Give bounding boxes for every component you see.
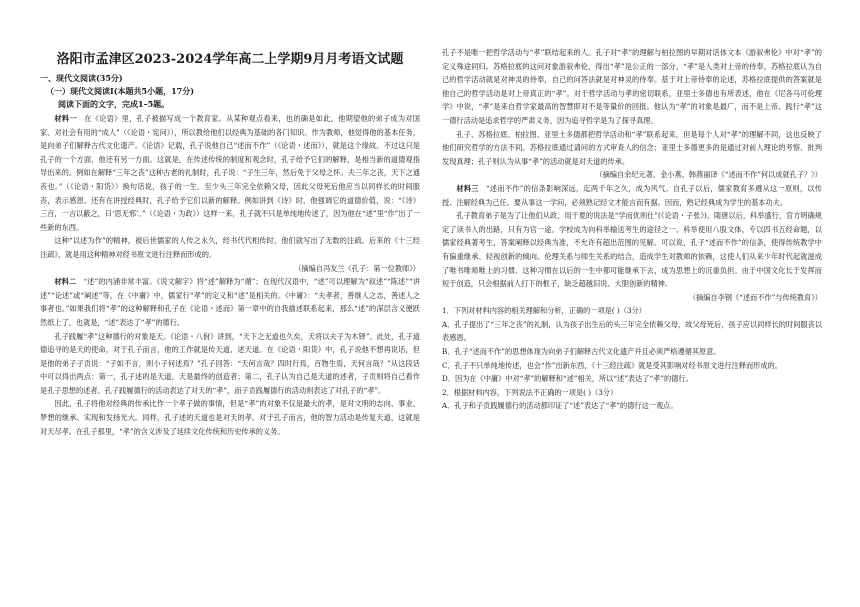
material-three-paragraph-2: 孔子教育弟子是为了让他们从政，用于夏的说法是“学而优则仕”(《论语・子张》)。隋唐以后，科举盛行，官方明确规定了读书人的出路，只有为官一途。学校成为向科举输送考生的途径之一。科举使用八股文体，专以四书五经命题，以儒家经典著考生，答案阐释以经典为准，不允许有超出范围的见解。可以说，孔子“述而不作”的信条，使得传统教学中有偏重继承、轻视创新的倾向。伦理关系与师生关系的结合，造成学生对教师的依赖，这使人们从来少年时代起就滋成了唯书唯师唯上的习惯、这种习惯在以后的一生中都可能继承下去，成为思想上的沉重负担。由于中国文化长于发挥而短于创造，只会根据前人打下的框子，缺乏超越旧说、大胆创新的精神。	[442, 211, 822, 289]
material-one-text: 在《论语》里，孔子被描写成一个教育家。从某种观点看来，也的确是如此。他期望他的弟子成为对国家、对社会有用的“成人”（《论语・宪问》），所以教给他们以经典为基础的各门知识。作为教师，他觉得他的基本任务，是向弟子们解释古代文化遗产。《论语》记载，孔子说他自己“述而不作”（《论语・述而》），就是这个缘故。不过这只是孔子的一个方面，他还有另一方面。这就是，在传述传统的制度和观念时，孔子给予它们的解释，是相当新的道德观指导出来的。例如在解释“三年之丧”这种古老的礼制时，孔子说：“子生三年，然后免于父母之怀。夫三年之丧，天下之通丧也。”（《论语・阳货》）换句话说，孩子的一生，至少头三年完全依赖父母，因此父母死后他应当以同样长的时间服丧，表示感恩。还有在讲授经典时，孔子给予它们以新的解释。例如讲到《诗》时，他强调它的道德价值，说：“《诗》三百，一言以蔽之，曰‘思无邪’。”（《论语・为政》）这样一来，孔子就不只是单纯地传述了，因为他在“述”里“作”出了一些新的东西。	[40, 114, 420, 232]
material-one-label: 材料一	[54, 114, 77, 123]
material-two-paragraph	[40, 275, 420, 329]
material-one-paragraph-2: 这种“以述为作”的精神，被后世儒家的人传之永久，经书代代相传时，他们就写出了无数的注疏。后来的《十三经注疏》，就是用这种精神对经书原文进行注释而形成的。	[40, 236, 420, 259]
question-1-option-b: B．孔子“述而不作”的思想体现为向弟子们解释古代文化遗产并且必须严格遵循其原意。	[442, 347, 721, 357]
subsection-heading: （一）现代文阅读I(本题共5小题，17分)	[46, 86, 195, 96]
material-two-paragraph-2: 孔子践履“孝”这种德行的对象是天。《论语・八佾》讲到，“天下之无道也久矣，天将以夫子为木铎”。此处，孔子道德追寻的是天的使命，对于孔子而言，他的工作就是传天道、述天道。在《论语・阳货》中，孔子说他不想再说话，但是他的弟子子贡说：“子如不言，则小子何述焉？”孔子回答：“天何言哉？四时行焉，百物生焉，天何言哉？”从这段话中可以得出两点：第一，孔子述的是天道，天是最终的创造者；第二，孔子认为自己是天道的述者，子贡则将自己看作是孔子思想的述者。孔子践履德行的活动表达了对天的“孝”，而子贡践履德行的活动则表达了对孔子的“孝”。	[40, 331, 420, 395]
material-one-source: （摘编自冯友兰《孔子：第一位教师》）	[294, 263, 420, 273]
page-title: 洛阳市孟津区2023-2024学年高二上学期9月月考语文试题	[56, 52, 404, 67]
material-three-source: （摘编自李钢《“述而不作”与传统教育》）	[688, 292, 822, 302]
material-two-source: （摘编自余纪元著，金小燕、韩燕丽译《“述而不作”何以成就孔子？》）	[595, 170, 822, 180]
material-two-text: “述”的内涵非常丰富。《说文解字》将“述”解释为“循”；在现代汉语中，“述”可以理解为“叙述”“陈述”“讲述”“论述”或“阐述”等。在《中庸》中，儒家行“孝”的定义和“述”是相关的。《中庸》：“夫孝者，善继人之志，善述人之事者也。”如果我们将“孝”的这种解释和孔子在《论语・述而》第一章中的自我描述联系起来，那么“述”的深层含义便跃然纸上了，也就是，“述”表达了“孝”的德行。	[40, 277, 420, 327]
question-2: 2．根据材料内容，下列说法不正确的一项是( )（3分）	[442, 387, 618, 397]
material-two-paragraph-3: 因此，孔子将他对经典的传承比作一个孝子做的事情，但是“孝”的对象不仅是最大的孝，是对文明的志向、事业、梦想的继承、实现和发扬光大。同样，孔子述的天道也是对天的孝。对于孔子而言，他的智力活动是传复天道，这就是对天尽孝。在孔子那里，“孝”的含义涉及了延续文化传统和历史传承的义务。	[40, 399, 420, 436]
material-three-paragraph	[442, 182, 822, 209]
question-1: 1．下列对材料内容的相关理解和分析，正确的一项是( )（3分）	[442, 306, 646, 316]
material-two-label: 材料二	[54, 277, 77, 287]
material-three-label: 材料三	[456, 183, 479, 193]
question-1-option-a: A．孔子提出了“三年之丧”的礼制，认为孩子出生后的头三年完全依赖父母，故父母死后，孩子应以同样长的时间服丧以表感恩。	[442, 319, 822, 343]
question-1-option-d: D．因为在《中庸》中对“孝”的解释和“述”相关，所以“述”表达了“孝”的德行。	[442, 374, 693, 384]
material-two-paragraph-4: 孔子不是唯一把哲学活动与“孝”联结起来的人。孔子对“孝”的理解与柏拉图的早期对话体文本《游叙弗伦》中对“孝”的定义殊途同归。苏格拉底的这问对象游叙弗伦，得出“孝”是公正的一部分，“孝”是人类对上帝的侍奉，苏格拉底认为自己的哲学活动就是对神灵的侍奉，自己的问答法就是对神灵的侍奉。基于对上帝侍奉的论述，苏格拉底提供的答案就是他自己的哲学活动是对上帝真正的“孝”。对于哲学活动与孝的密切联系，亚里士多德也有所表述，他在《尼各马可伦理学》中说，“孝”是来自哲学家最高的智慧即对不是等量价的回报。他认为“孝”的对象是最广，而不是上帝。践行“孝”这一德行活动是追求哲学的严肃义务，因为追寻哲学是为了探寻真理。	[442, 48, 822, 125]
material-three-text: “述而不作”的信条影响深远，迄两千年之久，成为风气。自孔子以后，儒家教育多遵从这一原则，以传授、注解经典为己任。要从事这一学问，必须熟记经文才能言而有据。因而，熟记经典成为学生的基本功夫。	[442, 183, 822, 207]
right-column	[442, 0, 822, 413]
question-1-option-c: C．孔子不只单纯地传述，也会“作”出新东西，《十三经注疏》就是受其影响对经书原文进行注释而形成的。	[442, 360, 782, 370]
reading-instruction: 阅读下面的文字，完成1–5题。	[58, 99, 170, 109]
left-column	[40, 0, 420, 438]
section-heading: 一、现代文阅读(35分)	[40, 73, 123, 83]
material-one-paragraph	[40, 112, 420, 234]
question-2-option-a: A．孔子和子贡践履德行的活动都印证了“述”表达了“孝”的德行这一观点。	[442, 401, 678, 411]
material-two-paragraph-5: 孔子、苏格拉底、柏拉图、亚里士多德都把哲学活动和“孝”联系起来，但是每个人对“孝”的理解不同，这也反映了他们研究哲学的方法不同。苏格拉底通过请问的方式审查人的信念；亚里士多德更多的是通过对前人理论的考察、批判发现真理；孔子则认为从事“孝”的活动就是对天道的传承。	[442, 129, 822, 166]
